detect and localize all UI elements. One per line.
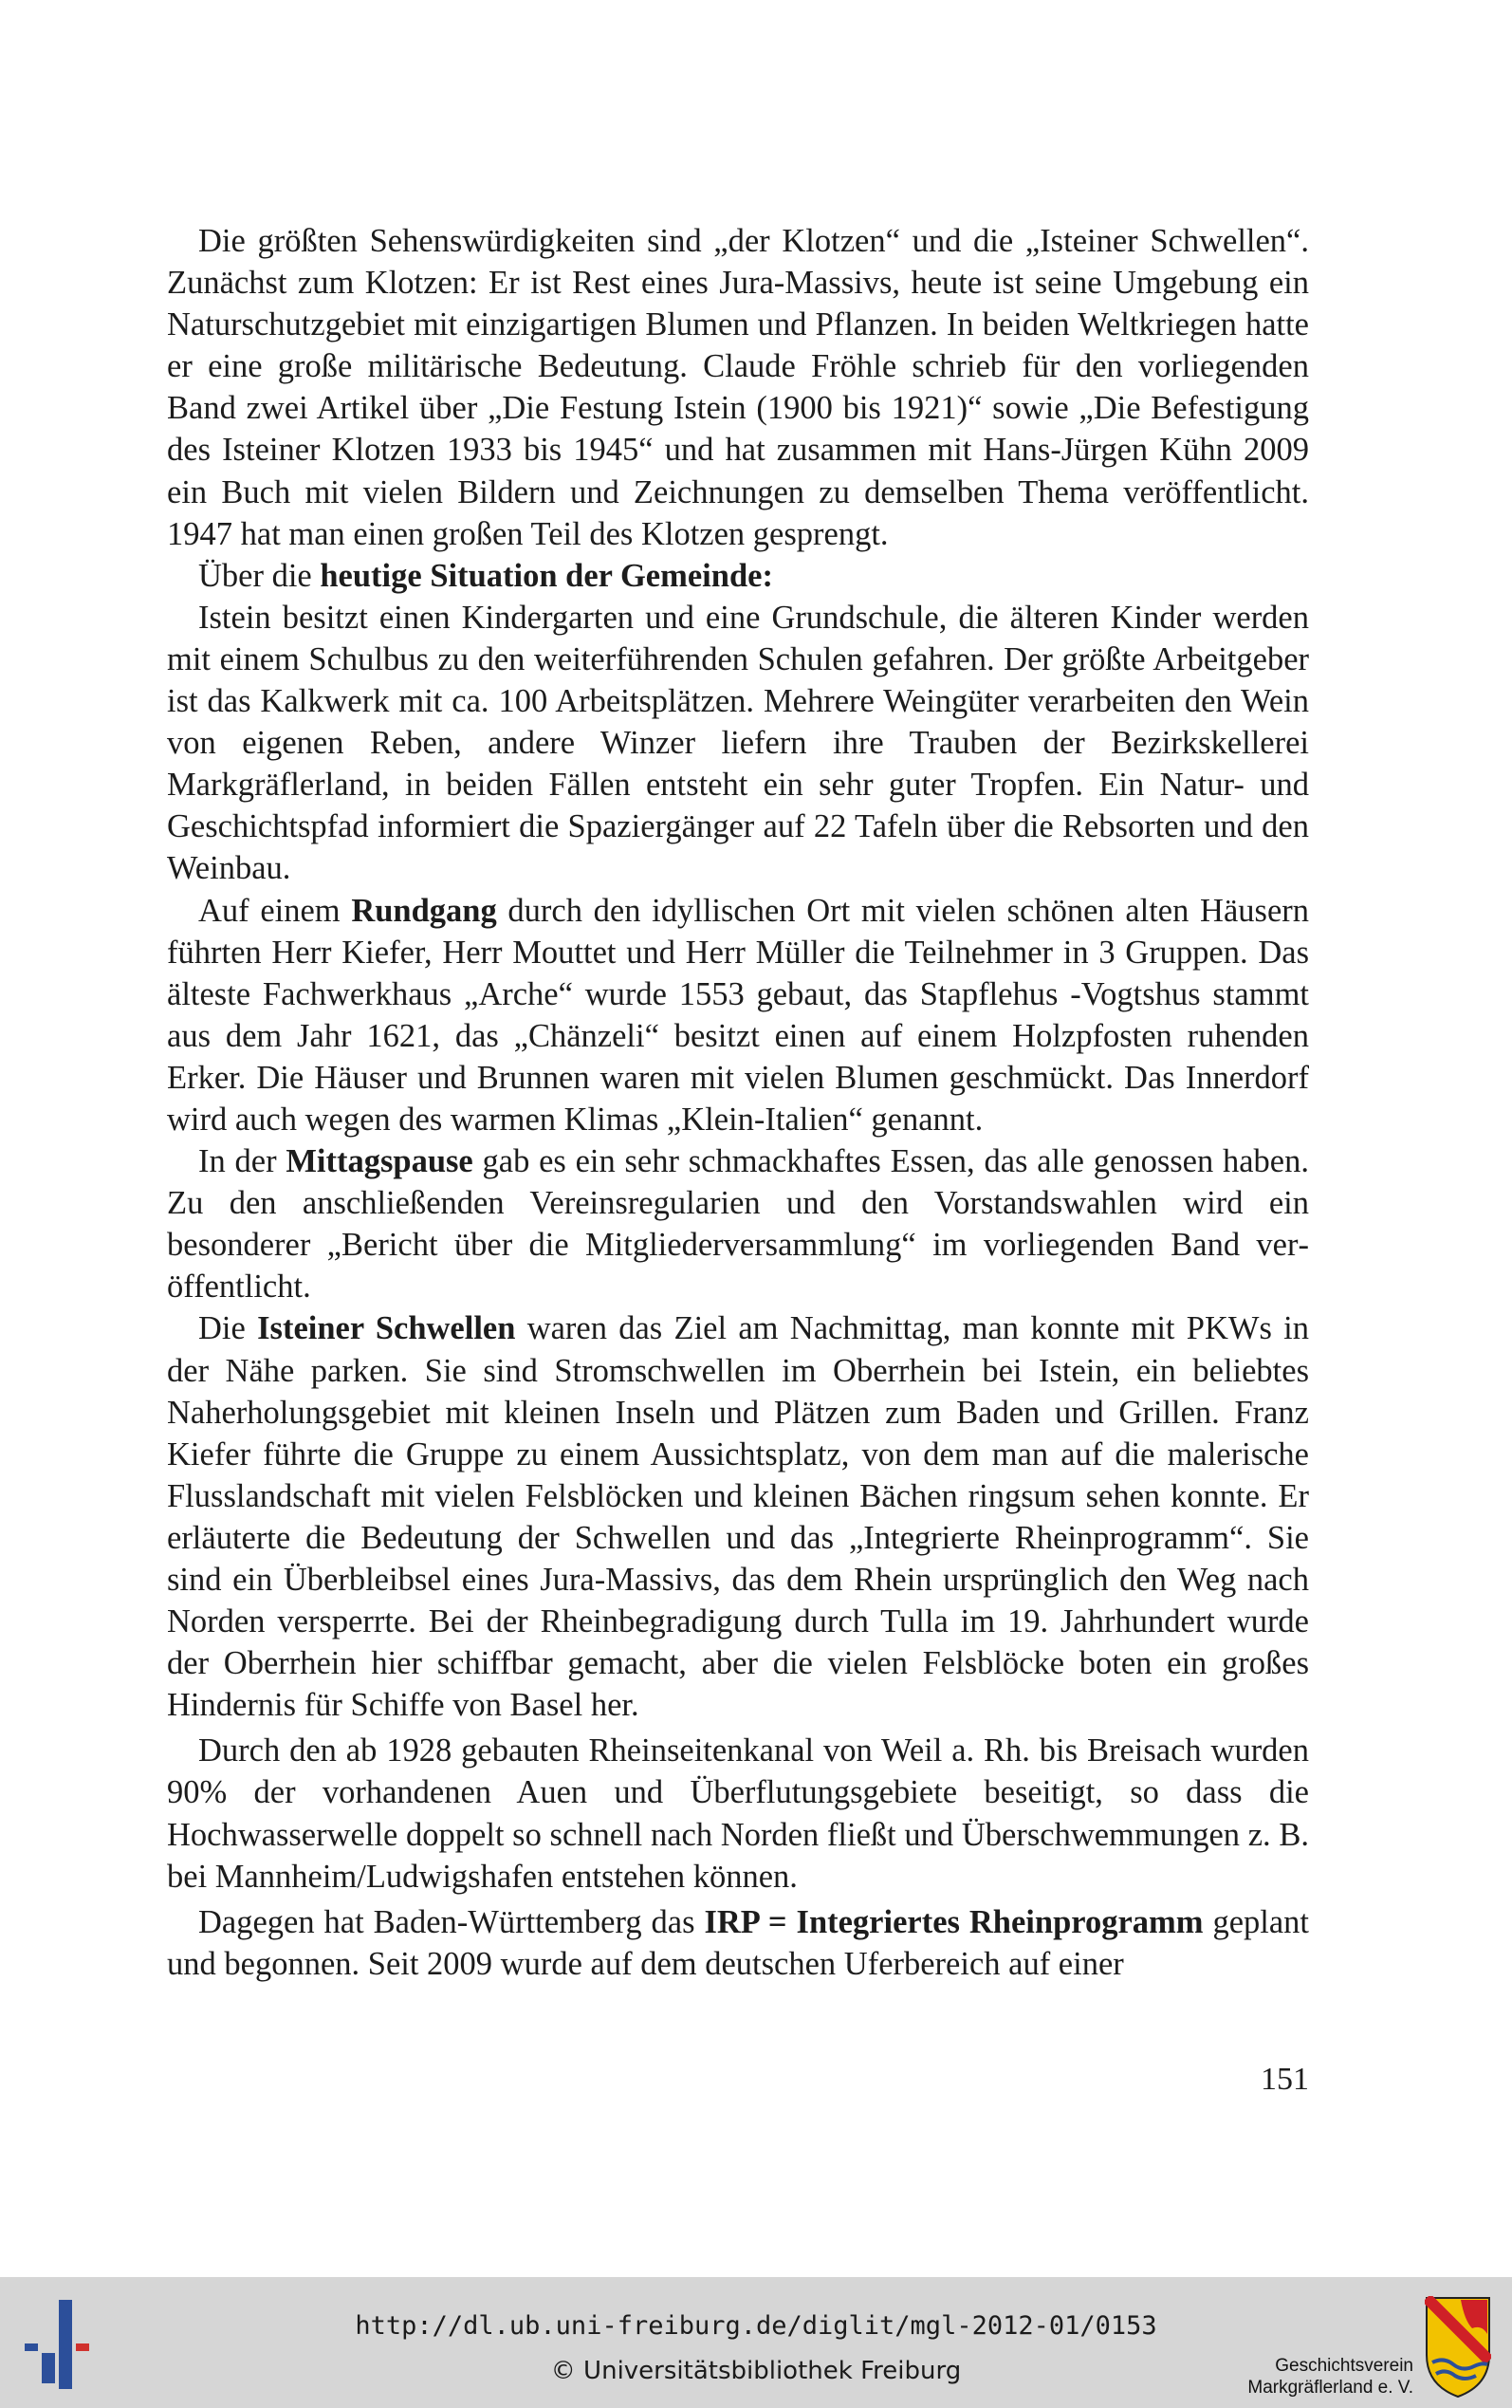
paragraph [167,890,1309,1141]
society-name [1214,2355,1413,2399]
text-run: Die [198,1310,258,1347]
text-run: durch den idyllischen Ort mit vielen schönen alten Häusern führten Herr Kiefer, Herr Mouttet und Herr Müller die Teilnehmer in 3 Gruppen. Das älteste Fachwerkhaus „Arche“ wurde 1553 gebaut, das Stapflehus -Vogtshus stammt aus dem Jahr 1621, das „Chänzeli“ besitzt einen auf einem Holzpfosten ruhenden Erker. Die Häuser und Brunnen waren mit vielen Blumen geschmückt. Das Innerdorf wird auch wegen des warmen Klimas „Klein-Italien“ genannt. [167,892,1309,1138]
text-run: Über die [198,557,321,594]
society-name-line-2: Markgräflerland e. V. [1247,2378,1413,2398]
paragraph [167,1730,1309,1897]
footer-copyright: © Universitätsbibliothek Freiburg [550,2357,962,2385]
body-text [167,220,1309,1985]
text-run: geplant und begonnen. Seit 2009 wurde auf dem deutschen Uferbereich auf einer [167,1903,1309,1982]
page-number: 151 [1261,2062,1309,2097]
paragraph [167,220,1309,555]
paragraph [167,1901,1309,1985]
text-run: Die größten Sehenswürdigkeiten sind „der Klotzen“ und die „Isteiner Schwellen“. Zunächst zum Klotzen: Er ist Rest eines Jura-Massivs, heute ist seine Umgebung ein Naturschutzgebiet mit einzigartigen Blumen und Pflanzen. In beiden Weltkriegen hatte er eine große militärische Bedeutung. Claude Fröhle schrieb für den vorliegenden Band zwei Artikel über „Die Festung Istein (1900 bis 1921)“ sowie „Die Befestigung des Isteiner Klotzen 1933 bis 1945“ und hat zusammen mit Hans-Jürgen Kühn 2009 ein Buch mit vielen Bildern und Zeichnungen zu demselben Thema veröffentlicht. 1947 hat man einen großen Teil des Klotzen gesprengt. [167,223,1309,552]
text-run: gab es ein sehr schmackhaftes Essen, das alle genossen haben. Zu den anschließenden Vereinsregularien und den Vorstandswahlen wird ein besonderer „Bericht über die Mitgliederversammlung“ im vorliegenden Band veröffentlicht. [167,1143,1309,1306]
bold-phrase: heutige Situation der Gemeinde: [320,557,773,594]
bold-phrase: Rundgang [351,892,497,929]
footer-url[interactable]: http://dl.ub.uni-freiburg.de/diglit/mgl-2012-01/0153 [355,2311,1157,2341]
text-run: Durch den ab 1928 gebauten Rheinseitenkanal von Weil a. Rh. bis Breisach wurden 90% der vorhandenen Auen und Überflutungsgebiete beseitigt, so dass die Hochwasserwelle doppelt so schnell nach Norden fließt und Überschwemmungen z. B. bei Mannheim/Ludwigshafen entstehen können. [167,1732,1309,1895]
text-run: Auf einem [198,892,352,929]
bold-phrase: Isteiner Schwellen [257,1310,516,1347]
footer-bar [0,2277,1512,2408]
bold-phrase: Mittagspause [286,1143,473,1180]
paragraph [167,1307,1309,1726]
paragraph [167,1140,1309,1307]
text-run: waren das Ziel am Nachmittag, man konnte mit PKWs in der Nähe parken. Sie sind Stromschwellen im Oberrhein bei Istein, ein beliebtes Naherholungsgebiet mit kleinen Inseln und Plätzen zum Baden und Grillen. Franz Kiefer führte die Gruppe zu einem Aussichtsplatz, von dem man auf die malerische Flusslandschaft mit vielen Felsblöcken und kleinen Bächen ringsum sehen konnte. Er erläuterte die Bedeutung der Schwellen und das „Integrierte Rheinprogramm“. Sie sind ein Überbleibsel eines Jura-Massivs, das dem Rhein ursprünglich den Weg nach Norden versperrte. Bei der Rheinbegradigung durch Tulla im 19. Jahrhundert wurde der Oberrhein hier schiffbar gemacht, aber die vielen Felsblöcke boten ein großes Hindernis für Schiffe von Basel her. [167,1310,1309,1724]
paragraph [167,555,1309,597]
paragraph [167,597,1309,890]
society-name-line-1: Geschichtsverein [1275,2356,1413,2376]
text-run: In der [198,1143,286,1180]
text-run: Dagegen hat Baden-Württemberg das [198,1903,705,1940]
text-run: Istein besitzt einen Kindergarten und eine Grundschule, die älteren Kinder werden mit einem Schulbus zu den weiterführenden Schulen gefahren. Der größte Arbeitgeber ist das Kalkwerk mit ca. 100 Arbeitsplätzen. Mehrere Weingüter verarbeiten den Wein von eigenen Reben, andere Winzer liefern ihre Trauben der Bezirkskellerei Markgräflerland, in beiden Fällen entsteht ein sehr guter Tropfen. Ein Natur- und Geschichtspfad informiert die Spaziergänger auf 22 Tafeln über die Rebsorten und den Weinbau. [167,599,1309,887]
bold-phrase: IRP = Integriertes Rheinprogramm [704,1903,1204,1940]
coat-of-arms-icon [1425,2296,1491,2399]
